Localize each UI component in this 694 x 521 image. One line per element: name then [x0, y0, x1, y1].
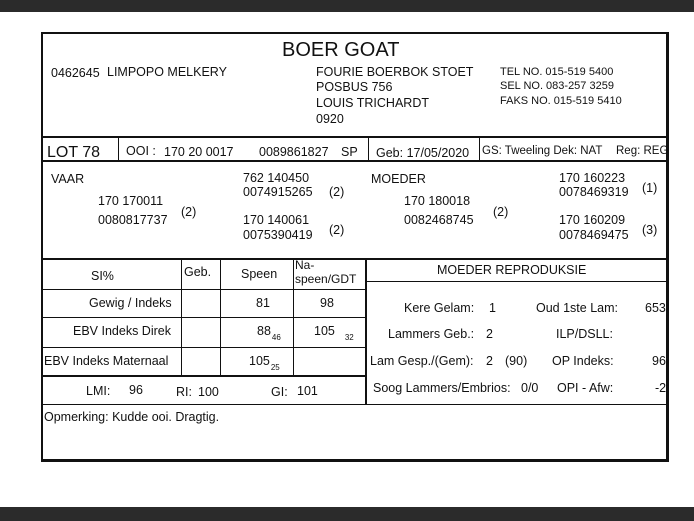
lambs-weaned-average: (90) [505, 354, 528, 368]
sire-grade: (2) [181, 205, 197, 219]
row-ebv-maternal-weaning [249, 354, 280, 370]
paternal-grandsire-id: 762 140450 [243, 171, 310, 185]
op-index-value: 96 [652, 354, 666, 368]
maternal-granddam-id: 170 160209 [559, 213, 626, 227]
dam-registration: 0082468745 [404, 213, 474, 227]
times-lambed-value: 1 [489, 301, 496, 315]
birth-date: Geb: 17/05/2020 [376, 146, 470, 160]
row-ebv-direct-post-weaning [314, 324, 354, 340]
row-ebv-direct-post-weaning-accuracy: 32 [344, 333, 354, 342]
maternal-grandsire-id: 170 160223 [559, 171, 626, 185]
dam-id: 170 180018 [404, 194, 471, 208]
birth-status: GS: Tweeling Dek: NAT [482, 145, 603, 157]
row-weight-index-label: Gewig / Indeks [89, 296, 172, 310]
ewe-label: OOI : [126, 144, 156, 158]
paternal-grandsire-registration: 0074915265 [243, 185, 313, 199]
breeder-cell: SEL NO. 083-257 3259 [500, 80, 614, 92]
opi-deviation-value: -2 [655, 381, 667, 395]
reproduction-title: MOEDER REPRODUKSIE [437, 263, 587, 277]
paternal-granddam-id: 170 140061 [243, 213, 310, 227]
row-weight-index-post-weaning: 98 [320, 296, 334, 310]
animal-record-card [41, 32, 669, 462]
si-header: SI% [91, 269, 114, 283]
ewe-code: SP [341, 145, 358, 159]
dam-label: MOEDER [371, 172, 426, 186]
row-ebv-direct-weaning-accuracy: 46 [271, 333, 281, 342]
lambs-born-value: 2 [486, 327, 493, 341]
paternal-granddam-grade: (2) [329, 223, 345, 237]
document-page [0, 12, 694, 507]
sire-registration: 0080817737 [98, 213, 168, 227]
opi-deviation-label: OPI - Afw: [557, 381, 614, 395]
maternal-granddam-grade: (3) [642, 223, 658, 237]
maternal-grandsire-registration: 0078469319 [559, 185, 629, 199]
gi-value: 101 [297, 384, 318, 398]
suckling-lambs-label: Soog Lammers/Embrios: [373, 381, 511, 395]
ewe-registration: 0089861827 [259, 145, 329, 159]
ilp-dsll-label: ILP/DSLL: [556, 327, 613, 341]
lmi-value: 96 [129, 383, 143, 397]
document-title: BOER GOAT [282, 39, 400, 61]
owner-id: 0462645 [51, 66, 100, 80]
registration-status: Reg: REG [616, 145, 669, 157]
breeder-fax: FAKS NO. 015-519 5410 [500, 95, 622, 107]
sire-id: 170 170011 [98, 194, 164, 208]
maternal-granddam-registration: 0078469475 [559, 228, 629, 242]
lmi-label: LMI: [86, 384, 111, 398]
paternal-granddam-registration: 0075390419 [243, 228, 313, 242]
breeder-postal-code: 0920 [316, 112, 344, 126]
breeder-address-2: LOUIS TRICHARDT [316, 96, 429, 110]
maternal-grandsire-grade: (1) [642, 181, 658, 195]
row-weight-index-weaning: 81 [256, 296, 270, 310]
breeder-address-1: POSBUS 756 [316, 80, 393, 94]
row-ebv-direct-post-weaning-value: 105 [314, 324, 335, 338]
lambs-weaned-value: 2 [486, 354, 493, 368]
remarks: Opmerking: Kudde ooi. Dragtig. [44, 410, 220, 424]
row-ebv-maternal-label: EBV Indeks Maternaal [44, 354, 169, 368]
breeder-tel: TEL NO. 015-519 5400 [500, 66, 614, 78]
row-ebv-direct-label: EBV Indeks Direk [73, 324, 171, 338]
post-weaning-header: Na-speen/GDT [295, 258, 357, 286]
lambs-born-label: Lammers Geb.: [388, 327, 475, 341]
birth-header: Geb. [184, 265, 212, 279]
age-first-lamb-value: 653 [645, 301, 666, 315]
weaning-header: Speen [241, 267, 278, 281]
row-ebv-maternal-weaning-accuracy: 25 [270, 363, 280, 372]
ewe-number: 170 20 0017 [164, 145, 234, 159]
ri-label: RI: [176, 385, 192, 399]
row-ebv-maternal-weaning-value: 105 [249, 354, 270, 368]
breeder-name: FOURIE BOERBOK STOET [316, 65, 474, 79]
times-lambed-label: Kere Gelam: [404, 301, 475, 315]
gi-label: GI: [271, 385, 288, 399]
lot-number: LOT 78 [47, 144, 101, 161]
row-ebv-direct-weaning-value: 88 [257, 324, 271, 338]
owner-name: LIMPOPO MELKERY [107, 65, 227, 79]
op-index-label: OP Indeks: [552, 354, 614, 368]
sire-label: VAAR [51, 172, 85, 186]
paternal-grandsire-grade: (2) [329, 185, 345, 199]
suckling-lambs-value: 0/0 [521, 381, 539, 395]
dam-grade: (2) [493, 205, 509, 219]
row-ebv-direct-weaning [257, 324, 281, 340]
ri-value: 100 [198, 385, 219, 399]
age-first-lamb-label: Oud 1ste Lam: [536, 301, 618, 315]
lambs-weaned-label: Lam Gesp./(Gem): [370, 354, 474, 368]
